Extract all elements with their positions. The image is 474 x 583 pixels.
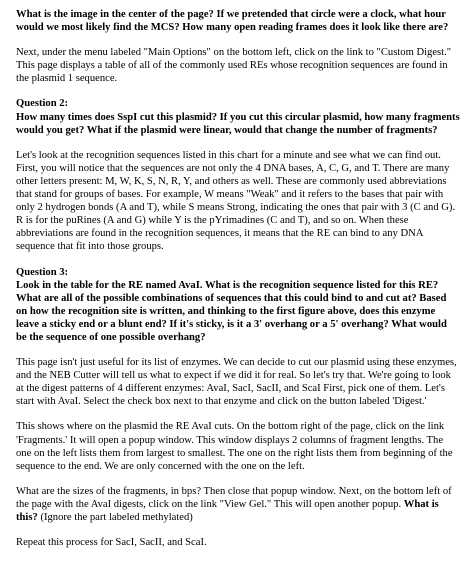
question-2 xyxy=(16,97,460,136)
custom-digest-instructions: Next, under the menu labeled "Main Options" on the bottom left, click on the link to "Custom Digest." This page displays a table of all of the commonly used REs whose recognition sequences are found in the plasmid 1 sequence. xyxy=(16,47,452,85)
question-3 xyxy=(16,266,460,345)
repeat-instructions: Repeat this process for SacI, SacII, and ScaI. xyxy=(16,537,207,549)
view-gel-instructions xyxy=(16,485,460,524)
question-2-text: How many times does SspI cut this plasmid? If you cut this circular plasmid, how many fragments would you get? What if the plasmid were linear, would that change the number of fragments? xyxy=(16,111,460,136)
view-gel-text: What are the sizes of the fragments, in bps? Then close that popup window. Next, on the bottom left of the page with the AvaI digests, click on the link "View Gel." This will open another popup. xyxy=(16,485,452,510)
view-gel-note: (Ignore the part labeled methylated) xyxy=(37,512,193,523)
question-3-text: Look in the table for the RE named AvaI. What is the recognition sequence listed for this RE? What are all of the possible combinations of sequences that this could bind to and cut at? Based on how the recognition site is written, and thinking to the first figure above, does this enzyme leave a sticky end or a blunt end? If it's sticky, is it a 3' overhang or a 5' overhang? What would be the sequence of one possible overhang? xyxy=(16,279,447,343)
view-gel-question: What is this? xyxy=(16,498,439,523)
question-2-heading: Question 2: xyxy=(16,98,69,110)
digest-instructions: This page isn't just useful for its list of enzymes. We can decide to cut our plasmid using these enzymes, and the NEB Cutter will tell us what to expect if we did it for real. So let's try that. We're going to look at the digest patterns of 4 different enzymes: AvaI, SacI, SacII, and ScaI First, pick one of them. Let's start with AvaI. Select the check box next to that enzyme and click on the button labeled 'Digest.' xyxy=(16,357,457,408)
question-3-heading: Question 3: xyxy=(16,266,69,278)
recognition-sequence-explanation: Let's look at the recognition sequences listed in this chart for a minute and see what we can find out. First, you will notice that the sequences are not only the 4 DNA bases, A, C, G, and T. There are many other letters present: M, W, K, S, N, R, Y, and others as well. These are commonly used abbreviations that stand for groups of bases. For example, W means "Weak" and it refers to the bases that pair with only 2 hydrogen bonds (A and T), while S means Strong, indicating the ones that pair with 3 (C and G). R is for the puRines (A and G) while Y is the pYrimadines (C and T), and so on. When these abbreviations are found in the recognition sequences, it means that the RE can bind to any DNA sequence that fit into those groups. xyxy=(16,149,456,253)
question-1-text: What is the image in the center of the page? If we pretended that circle were a clock, what hour would we most likely find the MCS? How many open reading frames does it look like there are? xyxy=(16,9,449,34)
fragments-instructions: This shows where on the plasmid the RE AvaI cuts. On the bottom right of the page, click on the link 'Fragments.' It will open a popup window. This window displays 2 columns of fragment lengths. The one on the left lists them from largest to smallest. The one on the right lists them from beginning of the sequence to the end. We are only concerned with the one on the left. xyxy=(16,421,453,472)
